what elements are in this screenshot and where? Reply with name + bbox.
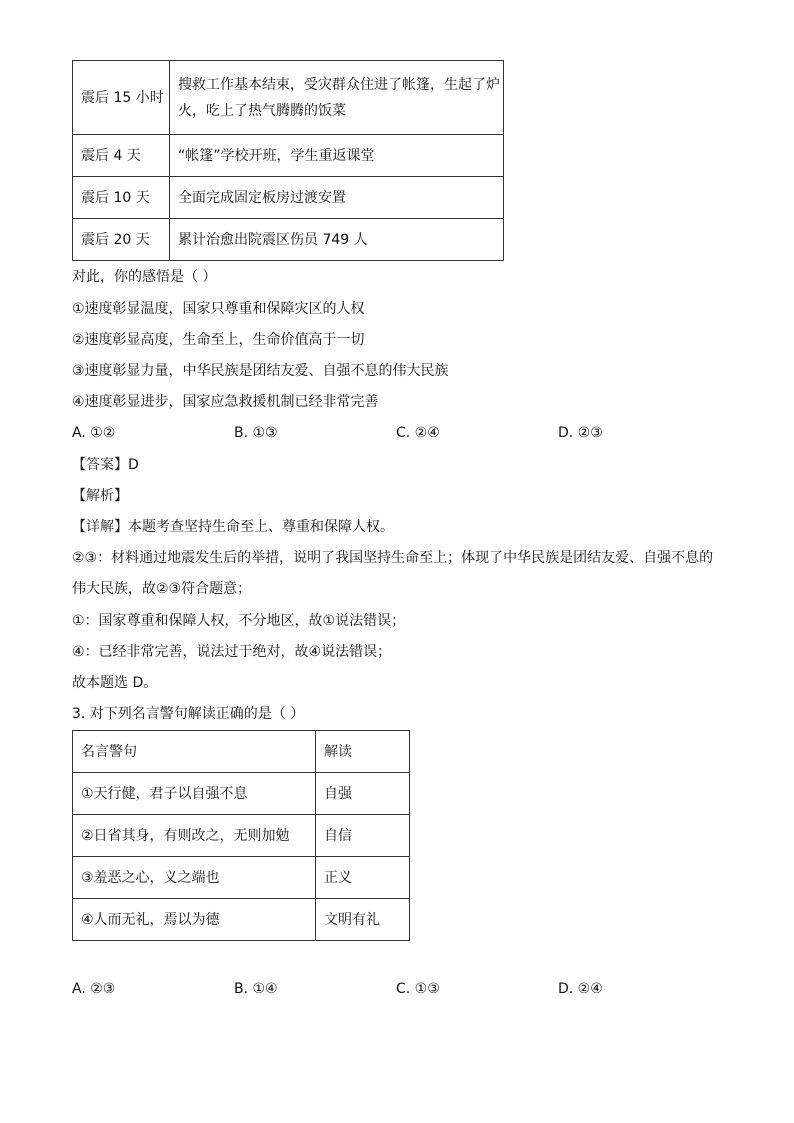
time-cell: 震后 15 小时 [73,61,170,135]
option-a: A. ①② [72,425,116,441]
time-cell: 震后 10 天 [73,177,170,219]
statement-1: ①速度彰显温度，国家只尊重和保障灾区的人权 [72,301,365,317]
statement-3: ③速度彰显力量，中华民族是团结友爱、自强不息的伟大民族 [72,363,449,379]
detail-text: 本题考查坚持生命至上、尊重和保障人权。 [128,519,394,535]
answer-value: D [128,457,139,473]
meaning-cell: 自信 [316,815,410,857]
answer-line [72,455,139,475]
meaning-cell: 正义 [316,857,410,899]
option-d: D. ②③ [558,425,603,441]
explanation-line-3: ①：国家尊重和保障人权，不分地区，故①说法错误； [72,613,406,629]
quote-cell: ②日省其身，有则改之，无则加勉 [73,815,316,857]
answer-label: 【答案】 [72,457,128,473]
option-b: B. ①③ [234,425,278,441]
statement-4: ④速度彰显进步，国家应急救援机制已经非常完善 [72,394,379,410]
table-row [73,899,410,941]
option-a: A. ②③ [72,981,116,997]
quote-cell: ①天行健，君子以自强不息 [73,773,316,815]
option-c: C. ①③ [396,981,440,997]
table-header-row [73,731,410,773]
event-cell [170,61,504,135]
event-cell: 全面完成固定板房过渡安置 [170,177,504,219]
event-timeline-table [72,60,504,261]
option-b: B. ①④ [234,981,278,997]
header-quote: 名言警句 [73,731,316,773]
time-cell: 震后 20 天 [73,219,170,261]
table-row [73,61,504,135]
detail-line [72,517,394,537]
event-line: 搜救工作基本结束，受灾群众住进了帐篷，生起了炉 [178,76,500,93]
table-row [73,773,410,815]
quote-cell: ④人而无礼，焉以为德 [73,899,316,941]
time-cell: 震后 4 天 [73,135,170,177]
table-row [73,219,504,261]
statement-2: ②速度彰显高度，生命至上，生命价值高于一切 [72,332,365,348]
table-row [73,177,504,219]
meaning-cell: 自强 [316,773,410,815]
header-meaning: 解读 [316,731,410,773]
table-row [73,857,410,899]
table-row [73,135,504,177]
question-stem: 对此，你的感悟是（ ） [72,269,217,285]
table-row [73,815,410,857]
event-cell: “帐篷”学校开班，学生重返课堂 [170,135,504,177]
analysis-label: 【解析】 [72,488,128,504]
option-c: C. ②④ [396,425,440,441]
detail-label: 【详解】 [72,519,128,535]
option-d: D. ②④ [558,981,603,997]
meaning-cell: 文明有礼 [316,899,410,941]
explanation-line-4: ④：已经非常完善，说法过于绝对，故④说法错误； [72,644,392,660]
question-stem: 3. 对下列名言警句解读正确的是（ ） [72,706,305,722]
event-cell: 累计治愈出院震区伤员 749 人 [170,219,504,261]
event-line: 火，吃上了热气腾腾的饭菜 [178,102,346,119]
quotes-table [72,730,410,941]
explanation-line-1: ②③：材料通过地震发生后的举措，说明了我国坚持生命至上；体现了中华民族是团结友爱、自强不息的 [72,550,714,566]
explanation-line-2: 伟大民族，故②③符合题意； [72,581,252,597]
conclusion: 故本题选 D。 [72,675,158,691]
quote-cell: ③羞恶之心，义之端也 [73,857,316,899]
